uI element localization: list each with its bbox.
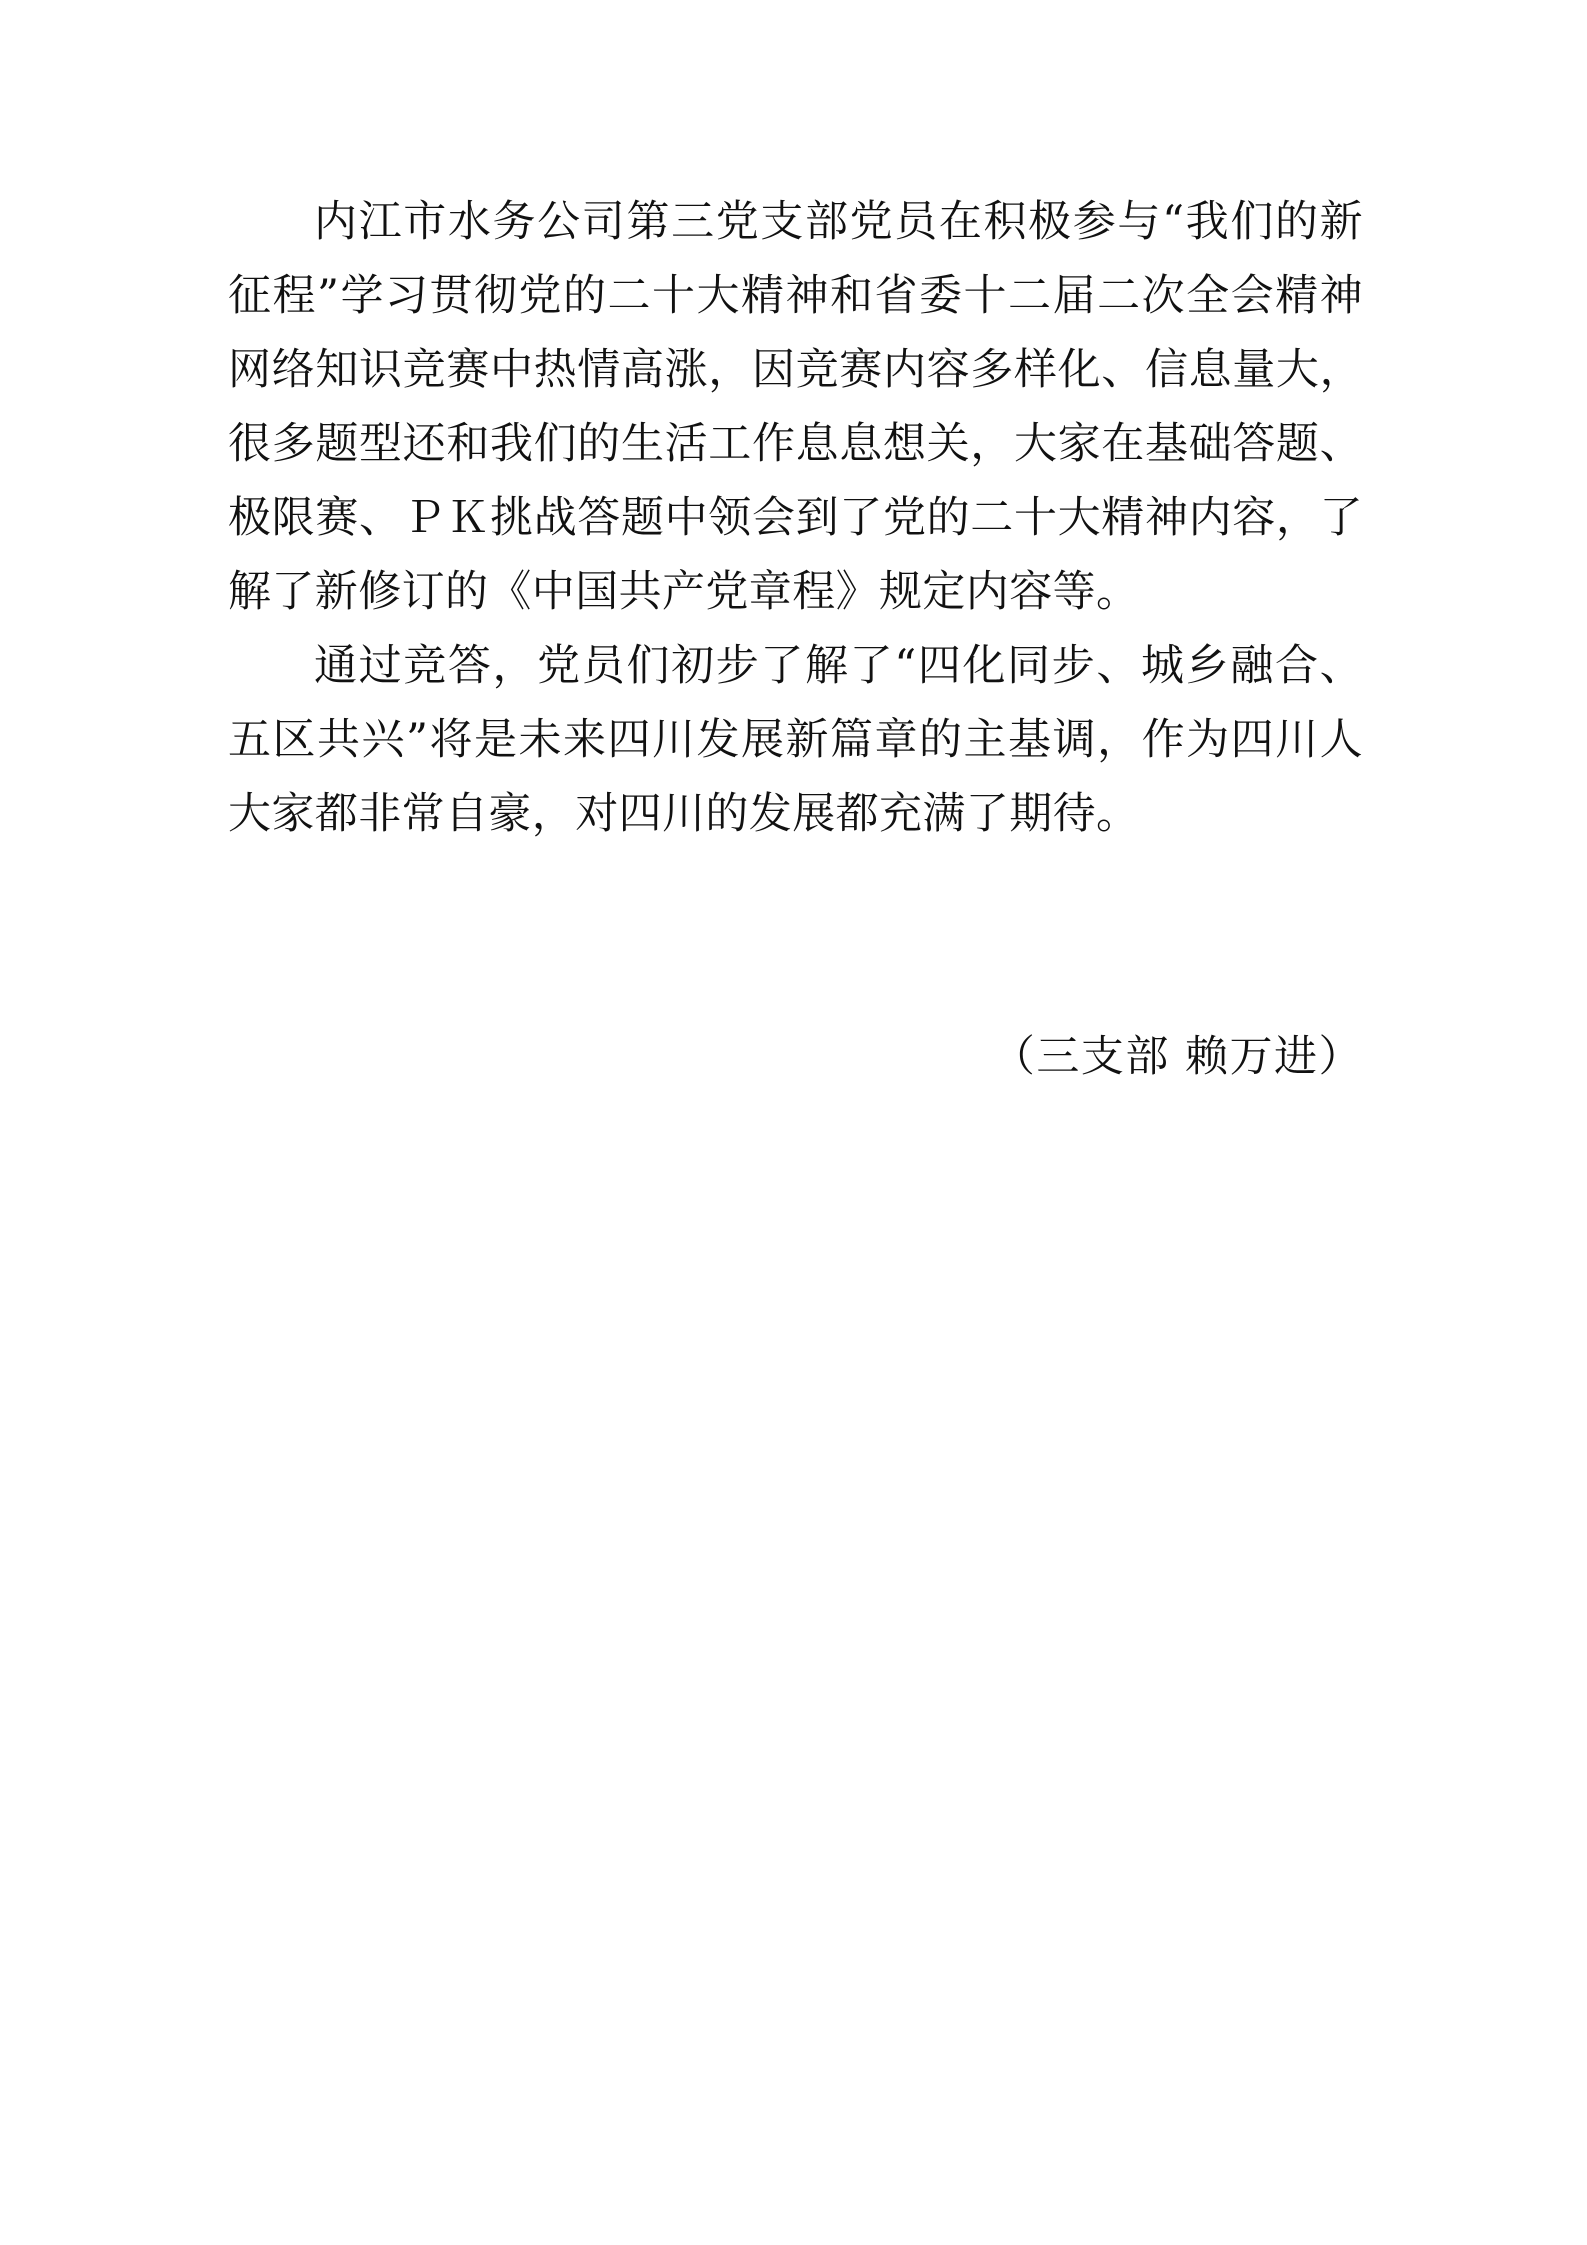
document-body (228, 185, 1363, 851)
signature-block (228, 1020, 1433, 1094)
paragraph-2: 通过竞答，党员们初步了解了“四化同步、城乡融合、五区共兴”将是未来四川发展新篇章的主基调，作为四川人大家都非常自豪，对四川的发展都充满了期待。 (228, 641, 1363, 839)
paragraph-1: 内江市水务公司第三党支部党员在积极参与“我们的新征程”学习贯彻党的二十大精神和省委十二届二次全会精神网络知识竞赛中热情高涨，因竞赛内容多样化、信息量大，很多题型还和我们的生活工作息息想关，大家在基础答题、极限赛、ＰＫ挑战答题中领会到了党的二十大精神内容，了解了新修订的《中国共产党章程》规定内容等。 (228, 197, 1363, 617)
signature-text: （三支部 赖万进） (991, 1032, 1363, 1082)
